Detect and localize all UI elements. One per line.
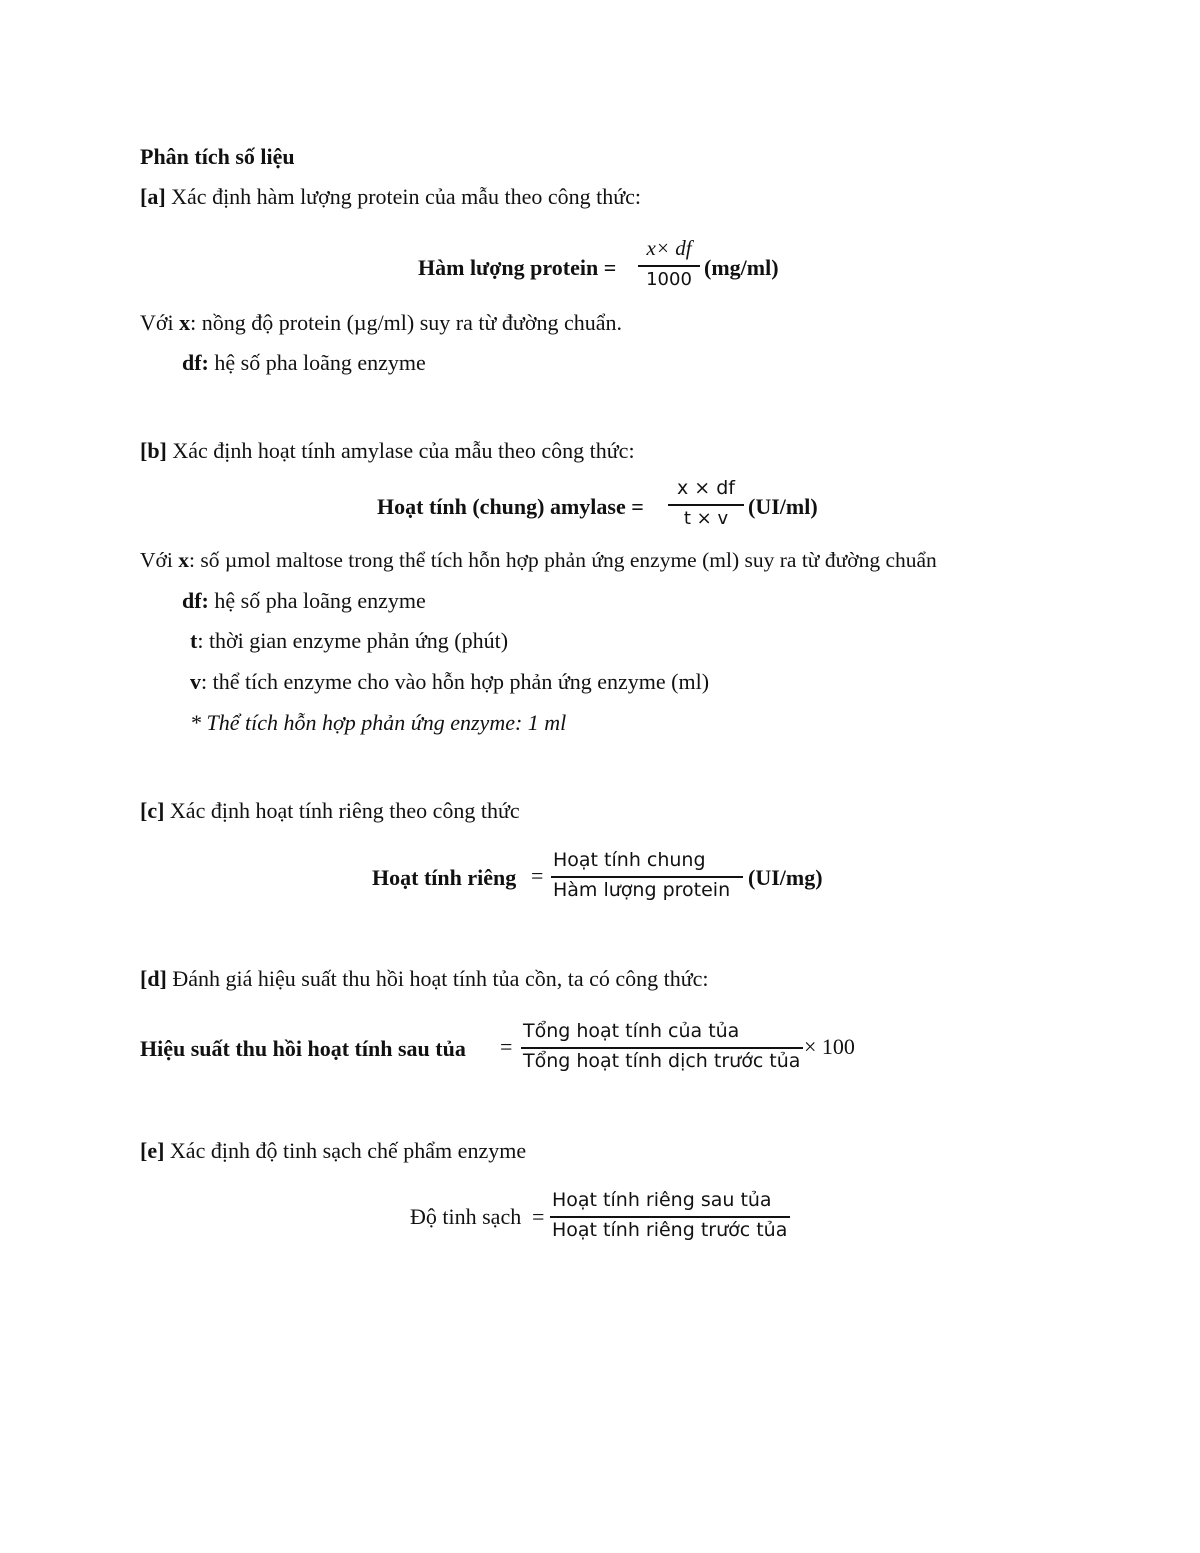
item-a-intro [140, 186, 641, 208]
item-e-text: Xác định độ tinh sạch chế phẩm enzyme [164, 1138, 527, 1163]
fraction-bar [551, 876, 743, 878]
item-d-intro [140, 968, 709, 990]
formula-purity-fraction [550, 1189, 790, 1247]
item-a-text: Xác định hàm lượng protein của mẫu theo công thức: [165, 184, 642, 209]
var-x-desc: : số µmol maltose trong thể tích hỗn hợp phản ứng enzyme (ml) suy ra từ đường chuẩn [189, 548, 937, 572]
formula-amylase-lhs: Hoạt tính (chung) amylase = [377, 494, 644, 519]
formula-recovery-times: × 100 [804, 1034, 855, 1059]
var-df-desc: hệ số pha loãng enzyme [208, 350, 426, 375]
formula-recovery-numerator: Tổng hoạt tính của tủa [523, 1020, 740, 1042]
formula-recovery-fraction [521, 1020, 803, 1078]
item-b-note: * Thể tích hỗn hợp phản ứng enzyme: 1 ml [190, 710, 567, 735]
var-x: x [179, 310, 191, 335]
var-v: v [190, 669, 201, 694]
item-a-where-x [140, 312, 622, 334]
formula-amylase-numerator: x × df [677, 477, 735, 499]
formula-specific-eq: = [531, 863, 544, 888]
formula-specific-unit: (UI/mg) [748, 865, 823, 890]
var-t: t [190, 628, 198, 653]
formula-amylase-denominator: t × v [683, 508, 729, 529]
item-c-intro [140, 800, 520, 822]
item-a-where-df [182, 352, 426, 374]
fraction-bar [521, 1047, 803, 1049]
var-t-desc: : thời gian enzyme phản ứng (phút) [197, 628, 509, 653]
item-b-where-df [182, 590, 426, 612]
item-a-tag: [a] [140, 184, 166, 209]
item-e-tag: [e] [140, 1138, 165, 1163]
item-b-intro [140, 440, 635, 462]
where-prefix: Với [140, 310, 180, 335]
item-b-where-t [190, 630, 508, 652]
item-b-text: Xác định hoạt tính amylase của mẫu theo công thức: [166, 438, 635, 463]
item-b-tag: [b] [140, 438, 167, 463]
formula-specific-denominator: Hàm lượng protein [553, 879, 731, 901]
formula-recovery-denominator: Tổng hoạt tính dịch trước tủa [523, 1050, 801, 1072]
formula-purity-numerator: Hoạt tính riêng sau tủa [552, 1189, 772, 1211]
formula-amylase-unit: (UI/ml) [748, 494, 818, 519]
formula-purity-lhs: Độ tinh sạch [410, 1204, 522, 1229]
formula-specific-numerator: Hoạt tính chung [553, 849, 706, 871]
var-v-desc: : thể tích enzyme cho vào hỗn hợp phản ứng enzyme (ml) [201, 669, 710, 694]
item-c-text: Xác định hoạt tính riêng theo công thức [164, 798, 520, 823]
formula-protein-unit: (mg/ml) [704, 255, 779, 280]
item-c-tag: [c] [140, 798, 165, 823]
fraction-bar [550, 1216, 790, 1218]
var-x: x [178, 548, 189, 572]
var-df-desc: hệ số pha loãng enzyme [208, 588, 426, 613]
item-d-tag: [d] [140, 966, 167, 991]
formula-recovery-lhs: Hiệu suất thu hồi hoạt tính sau tủa [140, 1036, 466, 1061]
item-d-text: Đánh giá hiệu suất thu hồi hoạt tính tủa cồn, ta có công thức: [166, 966, 709, 991]
item-b-where-v [190, 671, 709, 693]
var-x-desc: : nồng độ protein (µg/ml) suy ra từ đường chuẩn. [190, 310, 623, 335]
item-e-intro [140, 1140, 526, 1162]
formula-purity-denominator: Hoạt tính riêng trước tủa [552, 1219, 788, 1241]
formula-protein-lhs: Hàm lượng protein = [418, 255, 617, 280]
item-b-where-x [140, 550, 937, 572]
var-df: df: [182, 350, 209, 375]
fraction-bar [668, 504, 744, 506]
formula-protein-numerator: x× df [646, 236, 692, 260]
formula-recovery-eq: = [500, 1034, 513, 1059]
section-heading: Phân tích số liệu [140, 144, 295, 169]
formula-amylase-fraction [668, 477, 744, 533]
formula-specific-fraction [551, 849, 743, 907]
var-df: df: [182, 588, 209, 613]
fraction-bar [638, 265, 700, 267]
formula-purity-eq: = [532, 1204, 545, 1229]
formula-specific-lhs: Hoạt tính riêng [372, 865, 517, 890]
formula-protein-fraction [638, 238, 700, 294]
where-prefix: Với [140, 548, 179, 572]
formula-protein-denominator: 1000 [646, 269, 692, 290]
